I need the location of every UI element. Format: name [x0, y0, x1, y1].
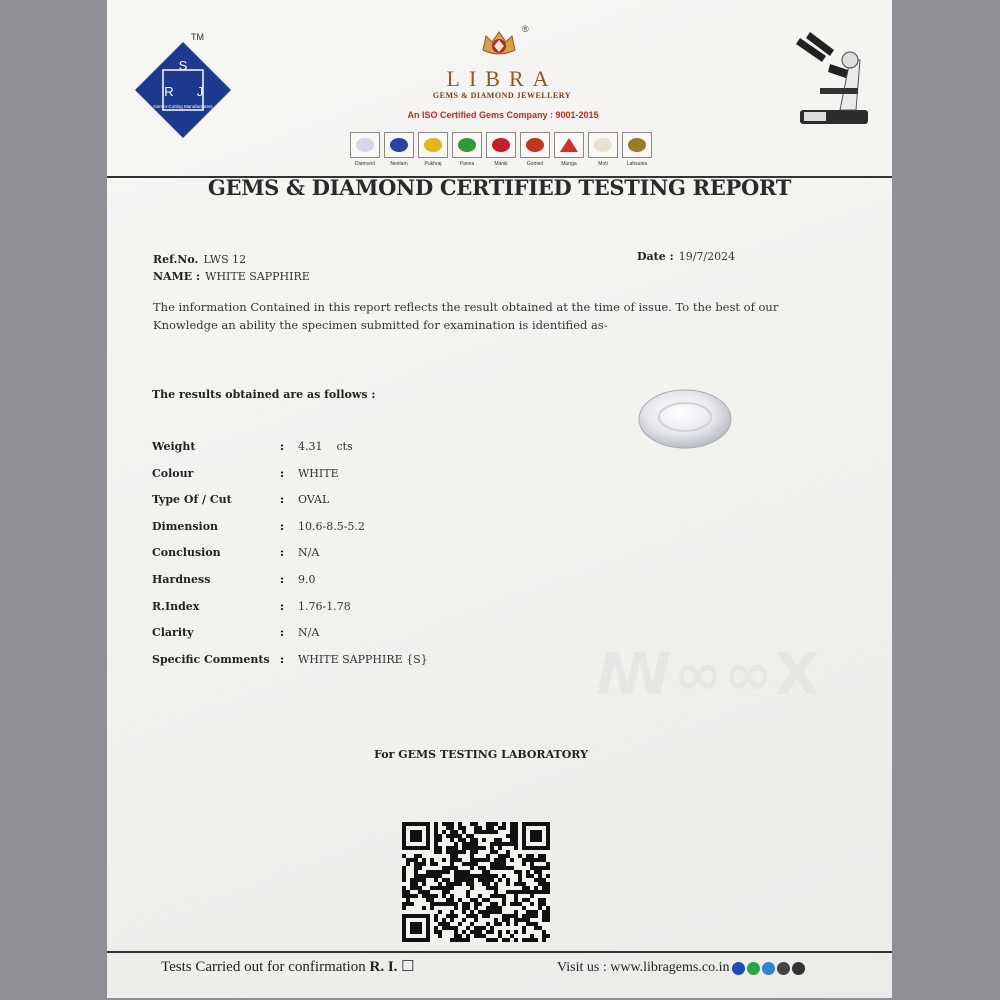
result-colon: : [280, 599, 285, 613]
visit-website-link[interactable]: Visit us : www.libragems.co.in [557, 960, 730, 975]
report-title: GEMS & DIAMOND CERTIFIED TESTING REPORT [207, 175, 792, 200]
libra-crown-emblem [479, 28, 519, 62]
trademark-mark: TM [191, 32, 204, 42]
microscope-icon [790, 30, 880, 130]
name-value: WHITE SAPPHIRE [205, 270, 310, 283]
name-label: NAME : [153, 270, 201, 283]
gem-name: Lahsunia [626, 161, 648, 167]
gem-moti [587, 132, 619, 167]
date-value: 19/7/2024 [678, 250, 736, 263]
twitter-icon[interactable] [762, 962, 775, 975]
intro-paragraph [153, 298, 793, 334]
intro-line-2: Knowledge an ability the specimen submitted for examination is identified as- [153, 318, 608, 332]
svg-text:J: J [196, 84, 204, 99]
gem-name: Neelam [390, 161, 408, 167]
gem-stone-icon [594, 138, 612, 152]
gem-neelam [383, 132, 415, 167]
ri-checkbox[interactable]: ☐ [401, 959, 415, 975]
gem-pukhraj [417, 132, 449, 167]
gem-stone-icon [628, 138, 646, 152]
ref-label: Ref.No. [153, 253, 199, 266]
white-sapphire-stone-photo [633, 388, 733, 450]
gem-stone-icon [526, 138, 544, 152]
svg-text:Gem-n-Cutting Manufacturers: Gem-n-Cutting Manufacturers [153, 104, 213, 109]
brand-subtitle: GEMS & DIAMOND JEWELLERY [432, 91, 572, 100]
gem-image [418, 132, 448, 158]
gem-image [622, 132, 652, 158]
gem-manik [485, 132, 517, 167]
intro-line-1: The information Contained in this report reflects the result obtained at the time of issue. To the best of our [153, 300, 779, 314]
gem-image [350, 132, 380, 158]
for-lab-signature: For GEMS TESTING LABORATORY [374, 748, 588, 761]
youtube-icon[interactable] [777, 962, 790, 975]
svg-text:R: R [164, 84, 174, 99]
ri-label: R. I. [369, 959, 398, 975]
gem-image [486, 132, 516, 158]
gem-name: Panna [459, 161, 475, 167]
gem-stone-icon [458, 138, 476, 152]
gem-name: Pukhraj [424, 161, 442, 167]
gem-stone-icon [492, 138, 510, 152]
gem-gomed [519, 132, 551, 167]
whatsapp-icon[interactable] [747, 962, 760, 975]
result-colon: : [280, 440, 285, 453]
svg-text:S: S [178, 58, 188, 73]
gem-stone-icon [390, 138, 408, 152]
brand-name: LIBRA [446, 66, 558, 91]
result-colon: : [280, 626, 285, 640]
result-label: R.Index [152, 599, 200, 613]
facebook-icon[interactable] [732, 962, 745, 975]
result-label: Colour [152, 466, 194, 480]
result-colon: : [280, 466, 285, 480]
result-colon: : [280, 573, 285, 586]
footer-divider [107, 951, 892, 953]
result-label: Conclusion [152, 546, 221, 560]
result-label: Hardness [152, 573, 211, 586]
gem-image [520, 132, 550, 158]
gem-stone-icon [424, 138, 442, 152]
result-colon: : [280, 493, 285, 507]
instagram-icon[interactable] [792, 962, 805, 975]
gem-image [554, 132, 584, 158]
iso-certification: An ISO Certified Gems Company : 9001-2015 [407, 110, 599, 120]
result-colon: : [280, 519, 285, 533]
gem-strip [349, 132, 653, 167]
result-colon: : [280, 652, 285, 666]
date-row [637, 245, 735, 264]
result-label: Type Of / Cut [152, 493, 232, 507]
gem-image [384, 132, 414, 158]
date-label: Date : [637, 250, 674, 263]
result-value: 9.0 [298, 573, 316, 586]
social-icons [732, 962, 805, 975]
result-label: Clarity [152, 626, 194, 640]
gem-stone-icon [560, 138, 578, 152]
certificate-page [107, 0, 892, 998]
result-value: WHITE SAPPHIRE {S} [298, 652, 428, 666]
results-heading: The results obtained are as follows : [152, 388, 376, 401]
result-value: WHITE [298, 466, 339, 480]
result-value: 10.6-8.5-5.2 [298, 519, 365, 533]
gem-lahsunia [621, 132, 653, 167]
gem-name: Moti [598, 161, 608, 167]
gem-image [452, 132, 482, 158]
gem-diamond [349, 132, 381, 167]
footer-confirmation [161, 957, 415, 976]
result-colon: : [280, 546, 285, 560]
result-value: 1.76-1.78 [298, 599, 351, 613]
result-value: 4.31 cts [298, 440, 353, 453]
footer-website [557, 960, 805, 976]
confirmation-text: Tests Carried out for confirmation [161, 959, 366, 975]
gem-stone-icon [356, 138, 374, 152]
gem-name: Manik [494, 161, 508, 167]
gem-name: Gomed [526, 161, 544, 167]
ref-value: LWS 12 [203, 253, 247, 266]
watermark-graphic [595, 640, 821, 708]
gem-munga [553, 132, 585, 167]
srj-logo [133, 40, 233, 140]
qr-code [402, 822, 550, 942]
result-value: N/A [298, 546, 320, 560]
result-label: Weight [152, 440, 196, 453]
result-value: OVAL [298, 493, 330, 507]
gem-panna [451, 132, 483, 167]
result-value: N/A [298, 626, 320, 640]
result-label: Dimension [152, 519, 219, 533]
registered-mark: ® [522, 24, 529, 34]
name-row [153, 265, 310, 284]
gem-image [588, 132, 618, 158]
result-label: Specific Comments [152, 652, 270, 666]
gem-name: Diamond [354, 161, 375, 167]
gem-name: Munga [561, 161, 577, 167]
